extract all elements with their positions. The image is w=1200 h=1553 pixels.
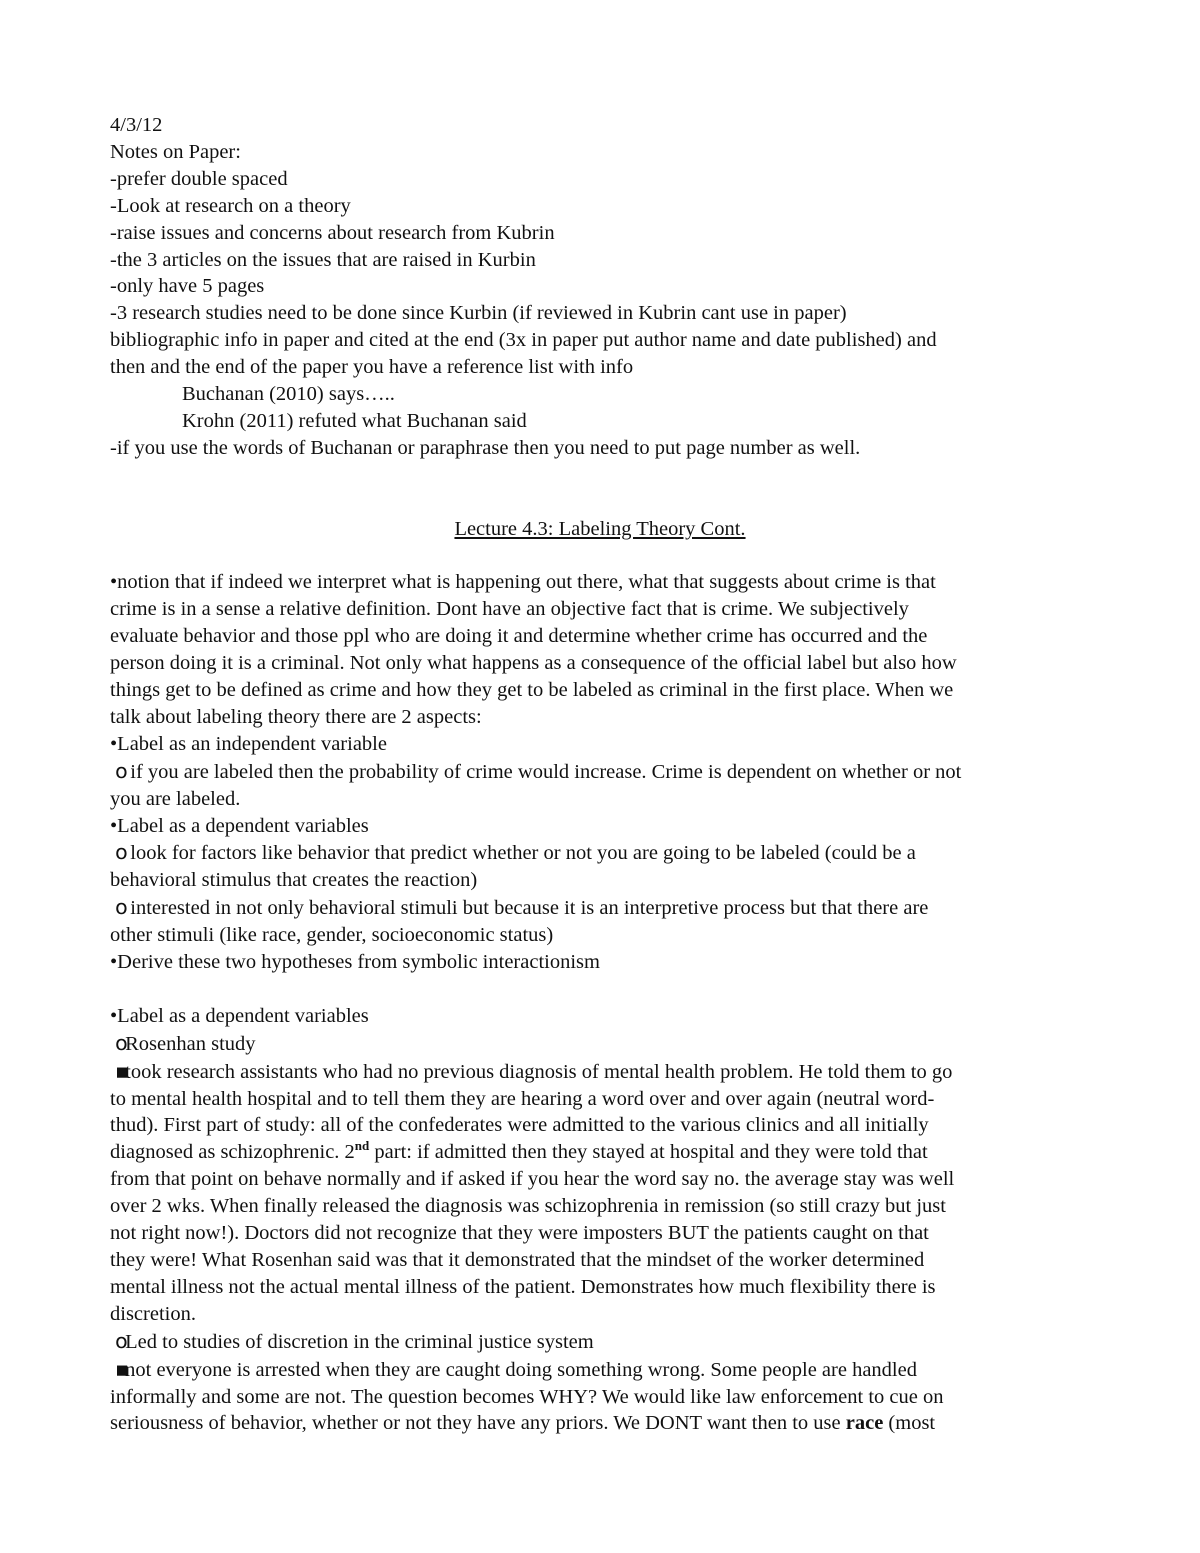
square-bullet-icon: ▪ (115, 1356, 130, 1381)
circle-bullet-icon: o (115, 1030, 128, 1055)
rosenhan-detail-cont: over 2 wks. When finally released the diagnosis was schizophrenia in remission (so still crazy but just (110, 1195, 946, 1218)
arrest-detail-cont: informally and some are not. The question becomes WHY? We would like law enforcement to cue on (110, 1385, 944, 1408)
sub-bullet-cont: you are labeled. (110, 787, 241, 810)
rosenhan-detail-cont: mental illness not the actual mental illness of the patient. Demonstrates how much flexibility there is (110, 1275, 936, 1298)
square-bullet-icon: ▪ (115, 1058, 130, 1083)
notes-title: Notes on Paper: (110, 140, 241, 163)
notes-line: bibliographic info in paper and cited at the end (3x in paper put author name and date published) and (110, 329, 937, 352)
intro-line: evaluate behavior and those ppl who are doing it and determine whether crime has occurred and the (110, 625, 928, 648)
intro-line: crime is in a sense a relative definition. Dont have an objective fact that is crime. We subjectively (110, 598, 909, 621)
circle-bullet-icon: o (115, 1328, 128, 1353)
notes-line: -Look at research on a theory (110, 194, 351, 217)
rosenhan-detail-cont: not right now!). Doctors did not recognize that they were imposters BUT the patients caught on that (110, 1222, 929, 1245)
intro-line: •notion that if indeed we interpret what is happening out there, what that suggests about crime is that (110, 571, 936, 594)
lecture-heading: Lecture 4.3: Labeling Theory Cont. (454, 517, 746, 540)
bullet-dependent-variable: •Label as a dependent variables (110, 814, 369, 837)
notes-final-line: -if you use the words of Buchanan or paraphrase then you need to put page number as well. (110, 436, 861, 459)
arrest-detail-cont: seriousness of behavior, whether or not they have any priors. We DONT want then to use race (most (110, 1412, 936, 1435)
bullet-symbolic-interactionism: •Derive these two hypotheses from symbolic interactionism (110, 951, 600, 974)
notes-line: -3 research studies need to be done since Kurbin (if reviewed in Kubrin cant use in paper) (110, 302, 847, 325)
notes-line: -the 3 articles on the issues that are raised in Kurbin (110, 248, 536, 271)
rosenhan-detail: ▪took research assistants who had no previous diagnosis of mental health problem. He told them to go (115, 1058, 953, 1083)
ordinal-suffix: nd (354, 1138, 370, 1154)
spacer (110, 462, 1090, 489)
citation-example-2: Krohn (2011) refuted what Buchanan said (182, 409, 527, 432)
sub-bullet-cont: behavioral stimulus that creates the reaction) (110, 869, 478, 892)
sub-bullet: o if you are labeled then the probability of crime would increase. Crime is dependent on whether or not (115, 758, 962, 783)
intro-line: person doing it is a criminal. Not only what happens as a consequence of the official label but also how (110, 652, 957, 675)
circle-bullet-icon: o (115, 758, 128, 783)
notes-line: -raise issues and concerns about research from Kubrin (110, 221, 555, 244)
circle-bullet-icon: o (115, 895, 128, 920)
rosenhan-detail-cont: to mental health hospital and to tell them they are hearing a word over and over again (neutral word- (110, 1087, 935, 1110)
intro-line: things get to be defined as crime and how they get to be labeled as criminal in the first place. When we (110, 678, 954, 701)
sub-bullet: o interested in not only behavioral stimuli but because it is an interpretive process but that there are (115, 895, 929, 920)
spacer (110, 489, 1090, 516)
notes-line: -prefer double spaced (110, 167, 288, 190)
rosenhan-detail-cont: from that point on behave normally and if asked if you hear the word say no. the average stay was well (110, 1168, 955, 1191)
rosenhan-detail-cont: they were! What Rosenhan said was that it demonstrated that the mindset of the worker determined (110, 1249, 925, 1271)
citation-example-1: Buchanan (2010) says….. (182, 383, 395, 406)
notes-date: 4/3/12 (110, 114, 163, 136)
bullet-independent-variable: •Label as an independent variable (110, 732, 387, 755)
arrest-detail: ▪not everyone is arrested when they are caught doing something wrong. Some people are handled (115, 1356, 917, 1381)
sub-bullet: o look for factors like behavior that predict whether or not you are going to be labeled (could be a (115, 840, 916, 865)
sub-bullet-cont: other stimuli (like race, gender, socioeconomic status) (110, 924, 554, 947)
bullet-dependent-variable-2: •Label as a dependent variables (110, 1004, 369, 1027)
intro-line: talk about labeling theory there are 2 aspects: (110, 705, 482, 728)
spacer (110, 976, 1090, 1003)
spacer (110, 542, 1090, 569)
emphasis-race: race (845, 1412, 884, 1435)
notes-line: -only have 5 pages (110, 275, 265, 298)
circle-bullet-icon: o (115, 840, 128, 865)
rosenhan-detail-cont: thud). First part of study: all of the confederates were admitted to the various clinics and all initially (110, 1114, 929, 1137)
notes-line: then and the end of the paper you have a reference list with info (110, 356, 634, 379)
rosenhan-detail-cont: diagnosed as schizophrenic. 2nd part: if admitted then they stayed at hospital and they were told that (110, 1138, 928, 1164)
sub-bullet-rosenhan: oRosenhan study (115, 1030, 256, 1055)
sub-bullet-discretion: oLed to studies of discretion in the criminal justice system (115, 1328, 594, 1353)
rosenhan-detail-cont: discretion. (110, 1302, 196, 1325)
